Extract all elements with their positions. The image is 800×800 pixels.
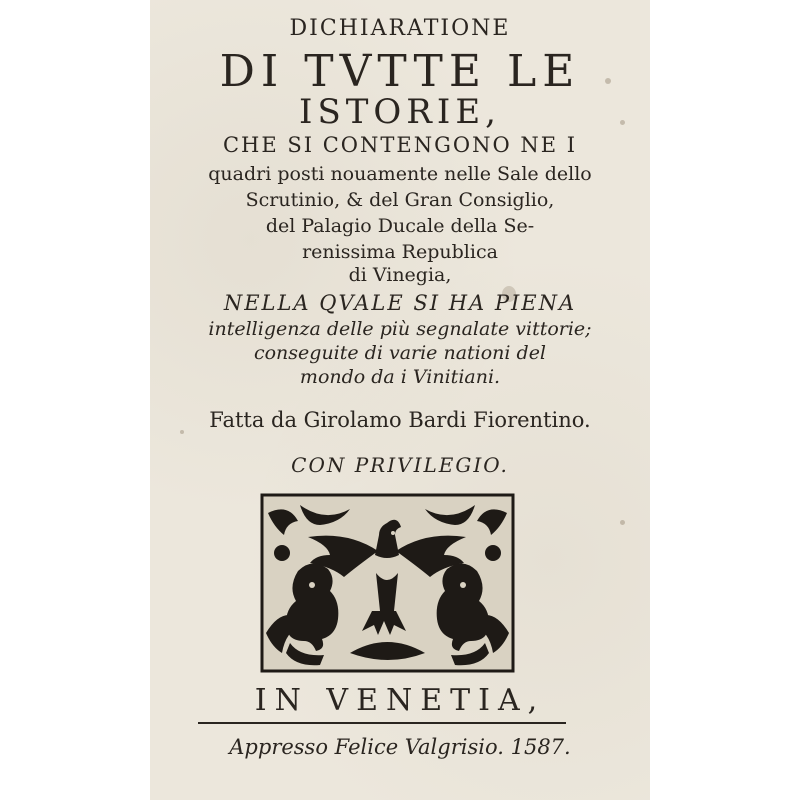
body-line-6: Scrutinio, & del Gran Consiglio, (245, 189, 555, 211)
title-line-1: DICHIARATIONE (289, 16, 511, 41)
divider-rule (198, 722, 566, 724)
privilege-line: CON PRIVILEGIO. (291, 453, 509, 477)
foxing-spot (620, 520, 625, 525)
body-line-5: quadri posti nouamente nelle Sale dello (208, 163, 592, 185)
author-line: Fatta da Girolamo Bardi Fiorentino. (209, 408, 591, 432)
body-line-8: renissima Republica (302, 241, 498, 263)
title-line-3: ISTORIE, (299, 92, 501, 132)
subtitle-line-10: NELLA QVALE SI HA PIENA (223, 291, 577, 315)
printer-device-woodcut-image (260, 493, 515, 673)
subtitle-line-13: mondo da i Vinitiani. (299, 366, 501, 388)
subtitle-line-12: conseguite di varie nationi del (253, 342, 547, 364)
title-line-4: CHE SI CONTENGONO NE I (222, 133, 578, 157)
title-page (150, 0, 650, 800)
title-line-2: DI TVTTE LE (219, 46, 581, 97)
imprint-line: Appresso Felice Valgrisio. 1587. (229, 735, 571, 759)
body-line-7: del Palagio Ducale della Se- (265, 215, 535, 237)
subtitle-line-11: intelligenza delle più segnalate vittorie; (208, 318, 592, 340)
place-line: IN VENETIA, (254, 683, 546, 718)
body-line-9: di Vinegia, (348, 264, 452, 286)
